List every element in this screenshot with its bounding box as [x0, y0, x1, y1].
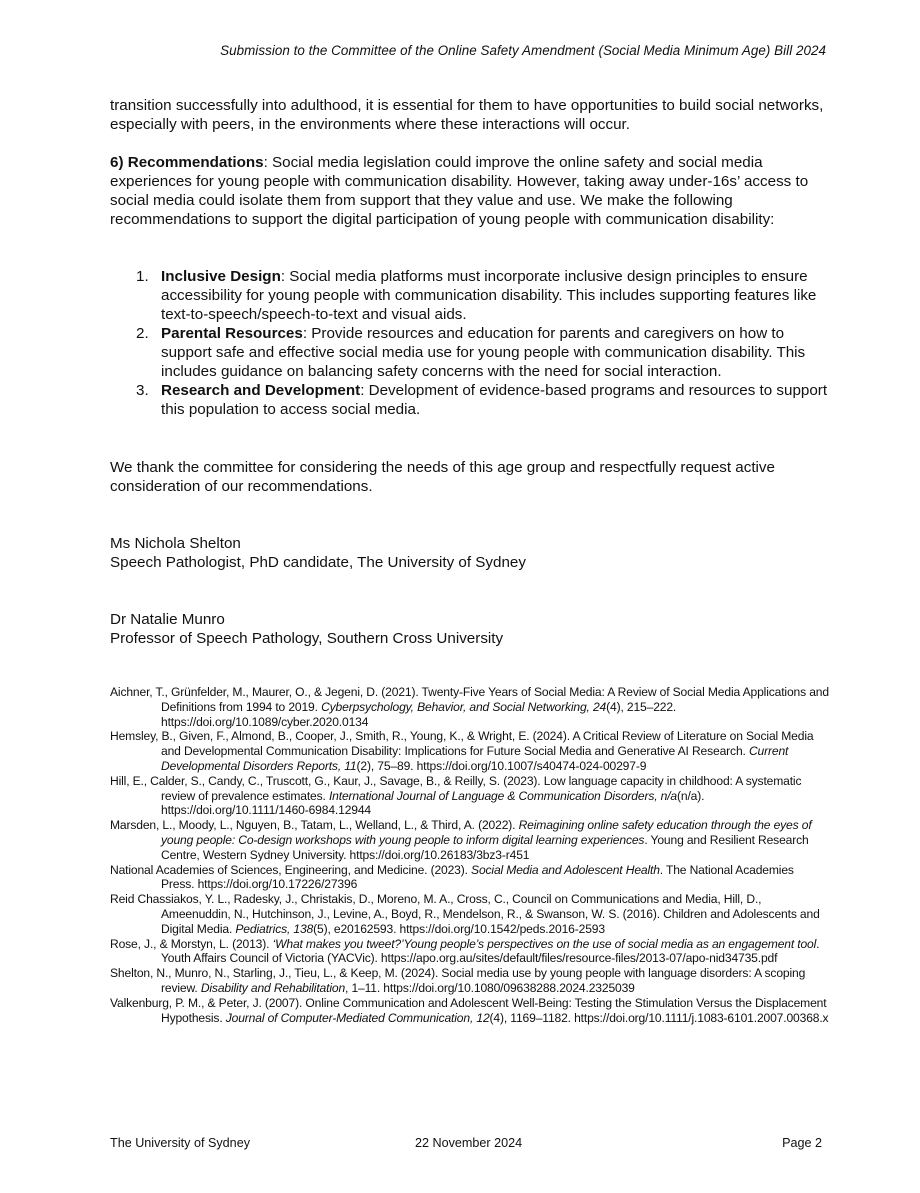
list-number: 3.: [136, 382, 149, 399]
page-header: Submission to the Committee of the Online Safety Amendment (Social Media Minimum Age) Bill 2024: [220, 43, 826, 58]
recommendations-heading: 6) Recommendations: [110, 154, 264, 171]
reference-entry: Shelton, N., Munro, N., Starling, J., Tieu, L., & Keep, M. (2024). Social media use by young people with language disorders: A scoping review. Disability and Rehabilitation, 1–11. https://doi.org/10.1080/09638288.2024.2325039: [110, 966, 806, 995]
closing-text: We thank the committee for considering the needs of this age group and respectfully request active consideration of our recommendations.: [110, 459, 775, 495]
signatory-name: Dr Natalie Munro: [110, 611, 225, 628]
recommendations-list: [110, 267, 830, 419]
reference-entry: National Academies of Sciences, Engineering, and Medicine. (2023). Social Media and Adolescent Health. The National Academies Press. https://doi.org/10.17226/27396: [110, 862, 794, 892]
reference-entry: Hill, E., Calder, S., Candy, C., Truscott, G., Kaur, J., Savage, B., & Reilly, S. (2023). Low language capacity in childhood: A systematic review of prevalence estimates. International Journal of Language & Communication Disorders, n/a(n/a). https://doi.org/10.1111/1460-6984.12944: [110, 773, 802, 818]
page-footer: [110, 1136, 822, 1152]
reference-entry: Reid Chassiakos, Y. L., Radesky, J., Christakis, D., Moreno, M. A., Cross, C., Council on Communications and Media, Hill, D., Ameenuddin, N., Hutchinson, J., Levine, A., Boyd, R., Mendelson, R., & Swanson, W. S. (2016). Children and Adolescents and Digital Media. Pediatrics, 138(5), e20162593. https://doi.org/10.1542/peds.2016-2593: [110, 892, 820, 936]
signatory: [110, 610, 503, 648]
recommendations-text: : Social media legislation could improve the online safety and social media experiences for young people with communication disability. However, taking away under-16s’ access to social media could isolate them from support that they value and use. We make the following recommendations to support the digital participation of young people with communication disability:: [110, 154, 809, 228]
recommendation-title: Parental Resources: [161, 325, 303, 342]
recommendation-title: Inclusive Design: [161, 268, 281, 285]
recommendation-item: [110, 324, 830, 381]
reference-list: [110, 685, 830, 1025]
signatory-name: Ms Nichola Shelton: [110, 535, 241, 552]
recommendation-title: Research and Development: [161, 382, 361, 399]
list-number: 2.: [136, 325, 149, 342]
recommendation-text: : Provide resources and education for parents and caregivers on how to support safe and effective social media use for young people with communication disability. This includes guidance on balancing safety concerns with the need for social interaction.: [161, 325, 806, 380]
signatory-role: Professor of Speech Pathology, Southern Cross University: [110, 630, 504, 647]
signatory-role: Speech Pathologist, PhD candidate, The University of Sydney: [110, 554, 526, 571]
footer-date: 22 November 2024: [415, 1136, 523, 1150]
recommendation-item: [110, 381, 830, 419]
list-number: 1.: [136, 268, 149, 285]
recommendation-item: [110, 267, 830, 324]
reference-entry: Marsden, L., Moody, L., Nguyen, B., Tatam, L., Welland, L., & Third, A. (2022). Reimagining online safety education through the eyes of young people: Co-design workshops with young people to inform digital learning experiences. Young and Resilient Research Centre, Western Sydney University. https://doi.org/10.26183/3bz3-r451: [110, 818, 812, 862]
recommendation-text: : Development of evidence-based programs and resources to support this population to access social media.: [161, 382, 828, 418]
closing-paragraph: [110, 458, 830, 496]
recommendation-text: : Social media platforms must incorporate inclusive design principles to ensure accessibility for young people with communication disability. This includes supporting features like text-to-speech/speech-to-text and visual aids.: [161, 268, 817, 323]
footer-organization: The University of Sydney: [110, 1136, 250, 1150]
reference-entry: Rose, J., & Morstyn, L. (2013). ‘What makes you tweet?’Young people’s perspectives on the use of social media as an engagement tool. Youth Affairs Council of Victoria (YACVic). https://apo.org.au/sites/default/files/resource-files/2013-07/apo-nid34735.pdf: [110, 936, 820, 966]
reference-entry: Valkenburg, P. M., & Peter, J. (2007). Online Communication and Adolescent Well-Being: Testing the Stimulation Versus the Displacement Hypothesis. Journal of Computer-Mediated Communication, 12(4), 1169–1182. https://doi.org/10.1111/j.1083-6101.2007.00368.x: [110, 995, 829, 1025]
footer-page-number: Page 2: [782, 1136, 822, 1150]
reference-entry: Hemsley, B., Given, F., Almond, B., Cooper, J., Smith, R., Young, K., & Wright, E. (2024). A Critical Review of Literature on Social Media and Developmental Communication Disability: Implications for Future Social Media and Generative AI Research. Current Developmental Disorders Reports, 11(2), 75–89. https://doi.org/10.1007/s40474-024-00297-9: [110, 729, 814, 773]
intro-paragraph: [110, 96, 830, 134]
recommendations-paragraph: [110, 153, 830, 229]
signatory: [110, 534, 526, 572]
intro-text: transition successfully into adulthood, it is essential for them to have opportunities to build social networks, especially with peers, in the environments where these interactions will occur.: [110, 97, 824, 133]
reference-entry: Aichner, T., Grünfelder, M., Maurer, O., & Jegeni, D. (2021). Twenty-Five Years of Social Media: A Review of Social Media Applications and Definitions from 1994 to 2019. Cyberpsychology, Behavior, and Social Networking, 24(4), 215–222. https://doi.org/10.1089/cyber.2020.0134: [110, 685, 829, 729]
